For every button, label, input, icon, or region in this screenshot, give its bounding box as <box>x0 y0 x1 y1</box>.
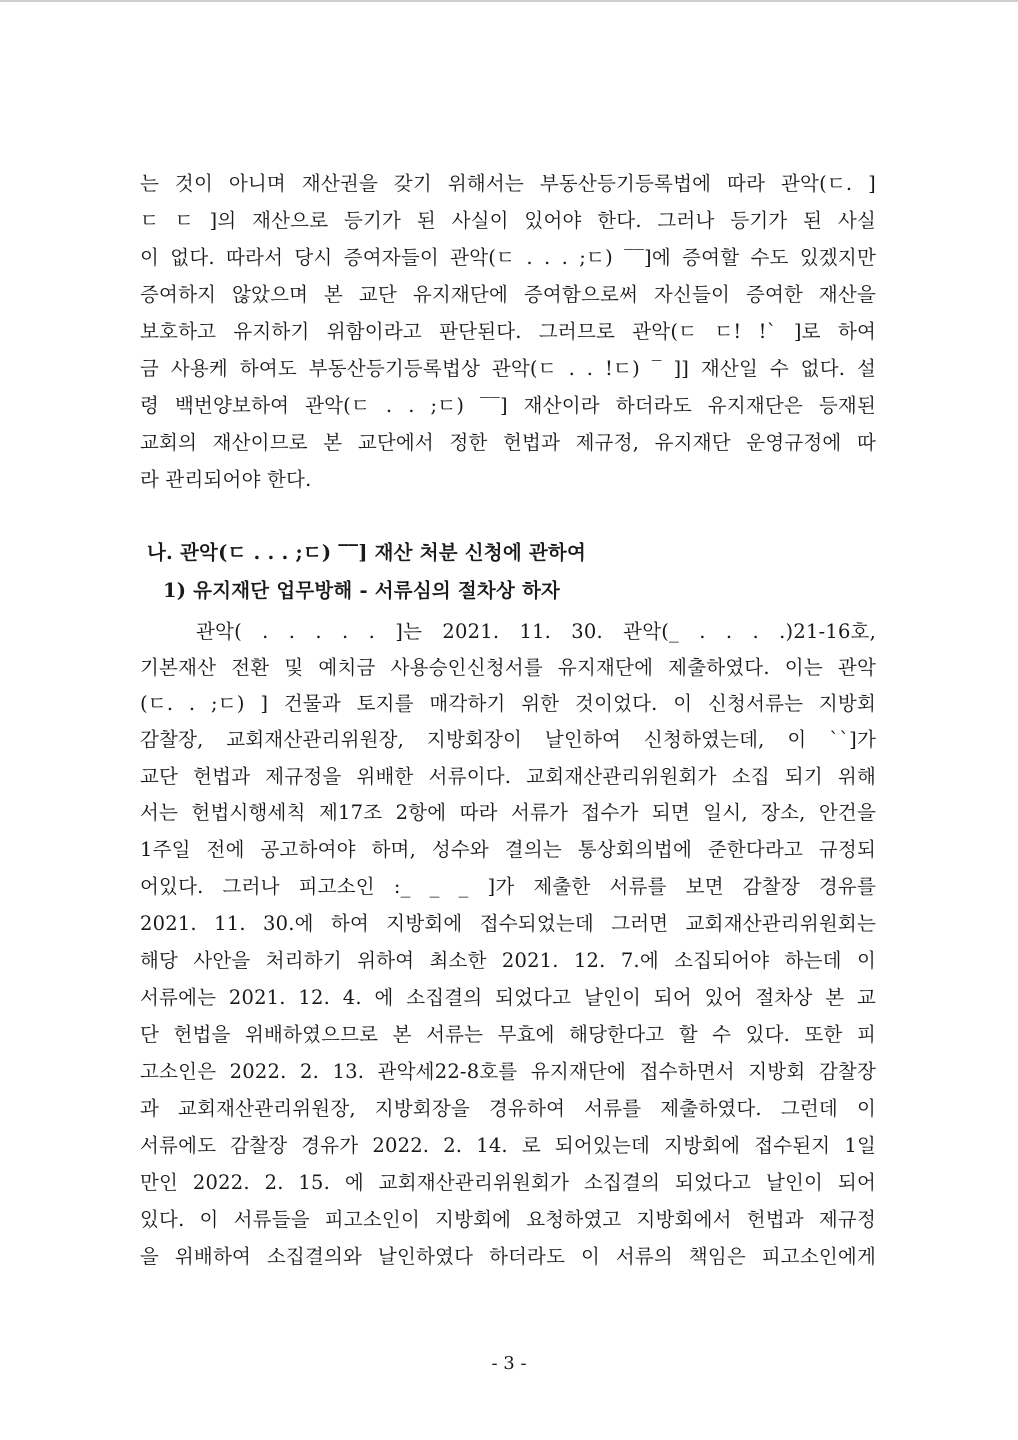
paragraph-2-line: 해당 사안을 처리하기 위하여 최소한 2021. 12. 7.에 소집되어야 하는데 이 <box>140 949 876 972</box>
paragraph-2-line: 과 교회재산관리위원장, 지방회장을 경유하여 서류를 제출하였다. 그런데 이 <box>140 1097 876 1120</box>
paragraph-1-line: 증여하지 않았으며 본 교단 유지재단에 증여함으로써 자신들이 증여한 재산을 <box>140 283 876 306</box>
sub-heading: 1) 유지재단 업무방해 - 서류심의 절차상 하자 <box>163 579 561 602</box>
top-border <box>0 0 1018 2</box>
paragraph-1-line: 교회의 재산이므로 본 교단에서 정한 헌법과 제규정, 유지재단 운영규정에 따 <box>140 431 876 454</box>
paragraph-2-line: 있다. 이 서류들을 피고소인이 지방회에 요청하였고 지방회에서 헌법과 제규정 <box>140 1208 876 1231</box>
paragraph-2-line: 서는 헌법시행세칙 제17조 2항에 따라 서류가 접수가 되면 일시, 장소, 안건을 <box>140 801 876 824</box>
paragraph-2-line: 교단 헌법과 제규정을 위배한 서류이다. 교회재산관리위원회가 소집 되기 위해 <box>140 765 876 788</box>
paragraph-1-line: 금 사용케 하여도 부동산등기등록법상 관악(ㄷ . . !ㄷ) ‾ ]] 재산일 수 없다. 설 <box>140 357 876 380</box>
paragraph-2-line: 서류에는 2021. 12. 4. 에 소집결의 되었다고 날인이 되어 있어 절차상 본 교 <box>140 986 876 1009</box>
paragraph-2-line: 관악( . . . . . ]는 2021. 11. 30. 관악(_ . . . .)21-16호, <box>196 620 876 643</box>
paragraph-2-line: 어있다. 그러나 피고소인 :_ _ _ ]가 제출한 서류를 보면 감찰장 경유를 <box>140 875 876 898</box>
paragraph-1-line: 령 백번양보하여 관악(ㄷ . . ;ㄷ) ‾‾] 재산이라 하더라도 유지재단은 등재된 <box>140 394 876 417</box>
section-heading: 나. 관악(ㄷ . . . ;ㄷ) ‾‾] 재산 처분 신청에 관하여 <box>147 541 586 564</box>
page-number: - 3 - <box>491 1353 527 1374</box>
paragraph-1-line: 라 관리되어야 한다. <box>140 468 312 491</box>
paragraph-2-line: 감찰장, 교회재산관리위원장, 지방회장이 날인하여 신청하였는데, 이 ``]가 <box>140 728 876 751</box>
paragraph-2-line: 만인 2022. 2. 15. 에 교회재산관리위원회가 소집결의 되었다고 날인이 되어 <box>140 1171 876 1194</box>
paragraph-2-line: 1주일 전에 공고하여야 하며, 성수와 결의는 통상회의법에 준한다라고 규정되 <box>140 838 876 861</box>
paragraph-2-line: 서류에도 감찰장 경유가 2022. 2. 14. 로 되어있는데 지방회에 접수된지 1일 <box>140 1134 876 1157</box>
paragraph-1-line: 보호하고 유지하기 위함이라고 판단된다. 그러므로 관악(ㄷ ㄷ! !` ]로 하여 <box>140 320 876 343</box>
paragraph-1-line: 는 것이 아니며 재산권을 갖기 위해서는 부동산등기등록법에 따라 관악(ㄷ. ] <box>140 172 876 195</box>
paragraph-1-line: 이 없다. 따라서 당시 증여자들이 관악(ㄷ . . . ;ㄷ) ‾‾]에 증여할 수도 있겠지만 <box>140 246 876 269</box>
paragraph-2-line: 기본재산 전환 및 예치금 사용승인신청서를 유지재단에 제출하였다. 이는 관악 <box>140 656 876 679</box>
paragraph-2-line: (ㄷ. . ;ㄷ) ] 건물과 토지를 매각하기 위한 것이었다. 이 신청서류는 지방회 <box>140 692 876 715</box>
paragraph-2-line: 단 헌법을 위배하였으므로 본 서류는 무효에 해당한다고 할 수 있다. 또한 피 <box>140 1023 876 1046</box>
paragraph-2-line: 을 위배하여 소집결의와 날인하였다 하더라도 이 서류의 책임은 피고소인에게 <box>140 1245 876 1268</box>
paragraph-2-line: 고소인은 2022. 2. 13. 관악세22-8호를 유지재단에 접수하면서 지방회 감찰장 <box>140 1060 876 1083</box>
paragraph-1-line: ㄷ ㄷ ]의 재산으로 등기가 된 사실이 있어야 한다. 그러나 등기가 된 사실 <box>140 209 876 232</box>
paragraph-2-line: 2021. 11. 30.에 하여 지방회에 접수되었는데 그러면 교회재산관리위원회는 <box>140 912 876 935</box>
